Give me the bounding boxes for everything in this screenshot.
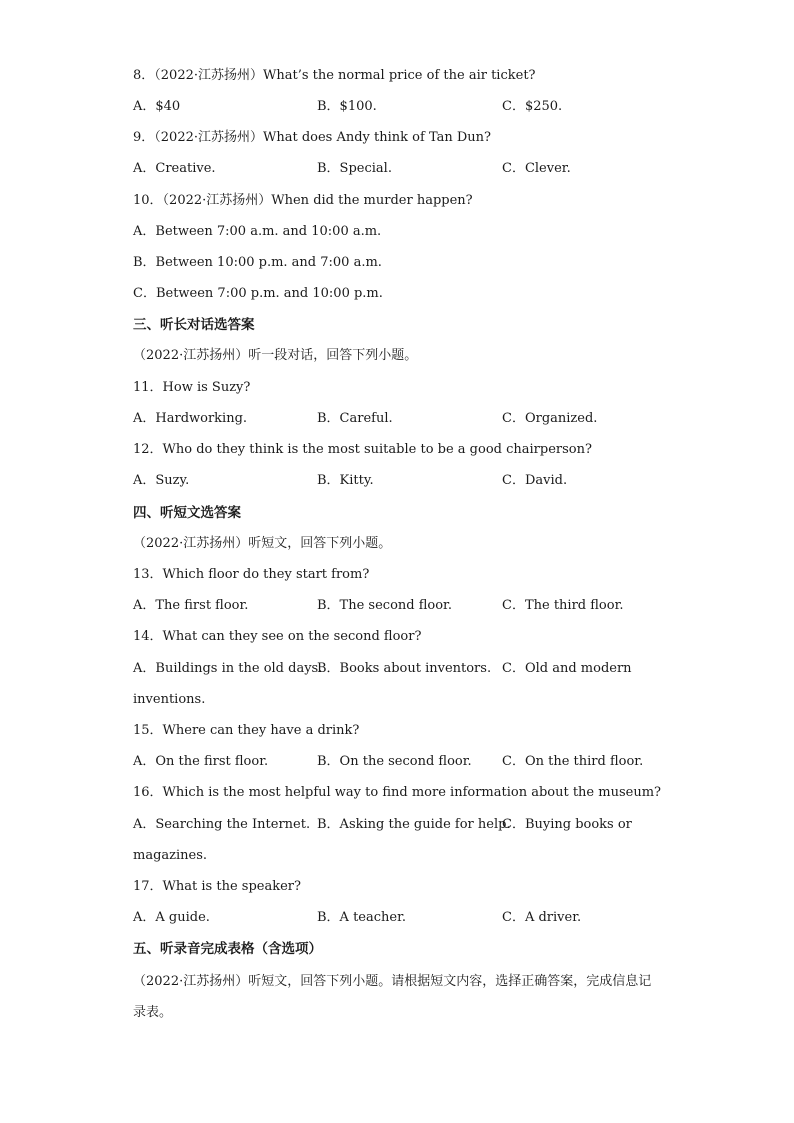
question-10-stem: 10．（2022·江苏扬州）When did the murder happen? [133, 193, 473, 208]
section-4-intro: （2022·江苏扬州）听短文，回答下列小题。 [133, 536, 392, 551]
question-14-option-c: C．Old and modern [502, 661, 632, 676]
question-16-option-c: C．Buying books or [502, 817, 632, 832]
question-17-option-c: C．A driver. [502, 910, 582, 925]
question-14-option-a: A．Buildings in the old days. [133, 661, 323, 676]
question-14-option-b: B．Books about inventors. [317, 661, 492, 676]
question-8-stem: 8．（2022·江苏扬州）What’s the normal price of the air ticket? [133, 68, 536, 83]
question-16-option-b: B．Asking the guide for help. [317, 817, 511, 832]
question-8-option-b: B．$100. [317, 99, 377, 114]
question-11-option-c: C．Organized. [502, 411, 598, 426]
question-17-stem: 17．What is the speaker? [133, 879, 301, 894]
section-3-intro: （2022·江苏扬州）听一段对话，回答下列小题。 [133, 348, 418, 363]
question-12-option-b: B．Kitty. [317, 473, 374, 488]
question-11-option-b: B．Careful. [317, 411, 393, 426]
section-3-title: 三、听长对话选答案 [133, 317, 255, 333]
question-8-option-a: A．$40 [133, 99, 181, 114]
question-10-option-a: A．Between 7:00 a.m. and 10:00 a.m. [133, 224, 382, 239]
question-10-option-b: B．Between 10:00 p.m. and 7:00 a.m. [133, 255, 382, 270]
question-12-option-a: A．Suzy. [133, 473, 190, 488]
question-10-option-c: C．Between 7:00 p.m. and 10:00 p.m. [133, 286, 383, 301]
question-13-stem: 13．Which floor do they start from? [133, 567, 370, 582]
question-16-option-c-continued: magazines. [133, 848, 208, 863]
question-8-option-c: C．$250. [502, 99, 563, 114]
question-17-option-a: A．A guide. [133, 910, 210, 925]
question-16-stem: 16．Which is the most helpful way to find more information about the museum? [133, 785, 661, 800]
question-15-stem: 15．Where can they have a drink? [133, 723, 360, 738]
question-13-option-c: C．The third floor. [502, 598, 624, 613]
question-14-stem: 14．What can they see on the second floor? [133, 629, 422, 644]
question-15-option-a: A．On the first floor. [133, 754, 269, 769]
question-15-option-b: B．On the second floor. [317, 754, 472, 769]
question-9-option-c: C．Clever. [502, 161, 571, 176]
section-4-title: 四、听短文选答案 [133, 505, 241, 521]
question-9-option-b: B．Special. [317, 161, 392, 176]
question-17-option-b: B．A teacher. [317, 910, 407, 925]
question-9-option-a: A．Creative. [133, 161, 216, 176]
question-11-stem: 11．How is Suzy? [133, 380, 251, 395]
section-5-title: 五、听录音完成表格（含选项） [133, 941, 322, 957]
section-5-intro: （2022·江苏扬州）听短文，回答下列小题。请根据短文内容，选择正确答案，完成信息记录表。 [133, 974, 652, 1020]
question-13-option-a: A．The first floor. [133, 598, 249, 613]
question-11-option-a: A．Hardworking. [133, 411, 248, 426]
question-15-option-c: C．On the third floor. [502, 754, 644, 769]
question-13-option-b: B．The second floor. [317, 598, 452, 613]
question-9-stem: 9．（2022·江苏扬州）What does Andy think of Tan Dun? [133, 130, 491, 145]
question-12-option-c: C．David. [502, 473, 568, 488]
question-12-stem: 12．Who do they think is the most suitable to be a good chairperson? [133, 442, 592, 457]
question-16-option-a: A．Searching the Internet. [133, 817, 311, 832]
question-14-option-c-continued: inventions. [133, 692, 206, 707]
